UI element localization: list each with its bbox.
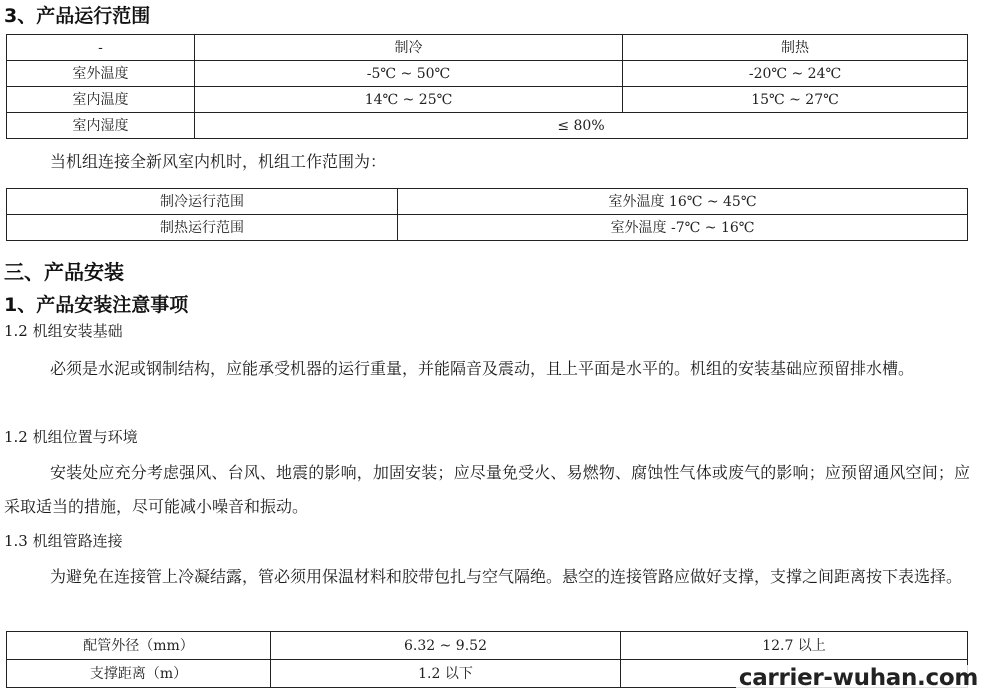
table-row (7, 189, 968, 215)
heading-install: 三、产品安装 (4, 260, 124, 284)
header-cell-cooling: 制冷 (195, 35, 623, 61)
row-label: 室内湿度 (7, 113, 195, 139)
table-cell: 12.7 以上 (621, 632, 968, 660)
table-row (7, 632, 968, 660)
row-label: 室外温度 (7, 61, 195, 87)
table-row (7, 61, 968, 87)
row-label: 配管外径（mm） (7, 632, 271, 660)
item-title: 1.2 机组位置与环境 (4, 428, 138, 446)
table-cell: -5℃ ~ 50℃ (195, 61, 623, 87)
watermark-logo: carrier-wuhan.com (736, 665, 981, 691)
table-cell: 14℃ ~ 25℃ (195, 87, 623, 113)
item-title: 1.2 机组安装基础 (4, 322, 123, 340)
table-cell: -20℃ ~ 24℃ (623, 61, 968, 87)
item-text: 为避免在连接管上冷凝结露，管必须用保温材料和胶带包扎与空气隔绝。悬空的连接管路应做好支撑，支撑之间距离按下表选择。 (50, 567, 963, 586)
item-title: 1.3 机组管路连接 (4, 532, 123, 550)
table-row (7, 215, 968, 241)
table-row (7, 87, 968, 113)
table-cell: 室外温度 -7℃ ~ 16℃ (398, 215, 968, 241)
table-row (7, 113, 968, 139)
fresh-air-note: 当机组连接全新风室内机时，机组工作范围为： (50, 152, 387, 171)
header-cell-heating: 制热 (623, 35, 968, 61)
row-label: 室内温度 (7, 87, 195, 113)
item-text: 必须是水泥或钢制结构，应能承受机器的运行重量，并能隔音及震动，且上平面是水平的。机组的安装基础应预留排水槽。 (50, 359, 915, 378)
table-cell: 1.2 以下 (271, 660, 621, 688)
header-cell: - (7, 35, 195, 61)
table-header-row (7, 35, 968, 61)
table-cell: 6.32 ~ 9.52 (271, 632, 621, 660)
table-cell: 室外温度 16℃ ~ 45℃ (398, 189, 968, 215)
item-text: 安装处应充分考虑强风、台风、地震的影响，加固安装；应尽量免受火、易燃物、腐蚀性气体或废气的影响；应预留通风空间；应采取适当的措施，尽可能减小噪音和振动。 (4, 463, 970, 516)
heading-run-range: 3、产品运行范围 (4, 5, 151, 27)
table-cell: 15℃ ~ 27℃ (623, 87, 968, 113)
row-label: 制冷运行范围 (7, 189, 398, 215)
row-label: 制热运行范围 (7, 215, 398, 241)
fresh-air-range-table (6, 188, 968, 241)
operating-range-table (6, 34, 968, 139)
heading-install-notes: 1、产品安装注意事项 (4, 294, 189, 316)
table-cell: ≤ 80% (195, 113, 968, 139)
row-label: 支撑距离（m） (7, 660, 271, 688)
